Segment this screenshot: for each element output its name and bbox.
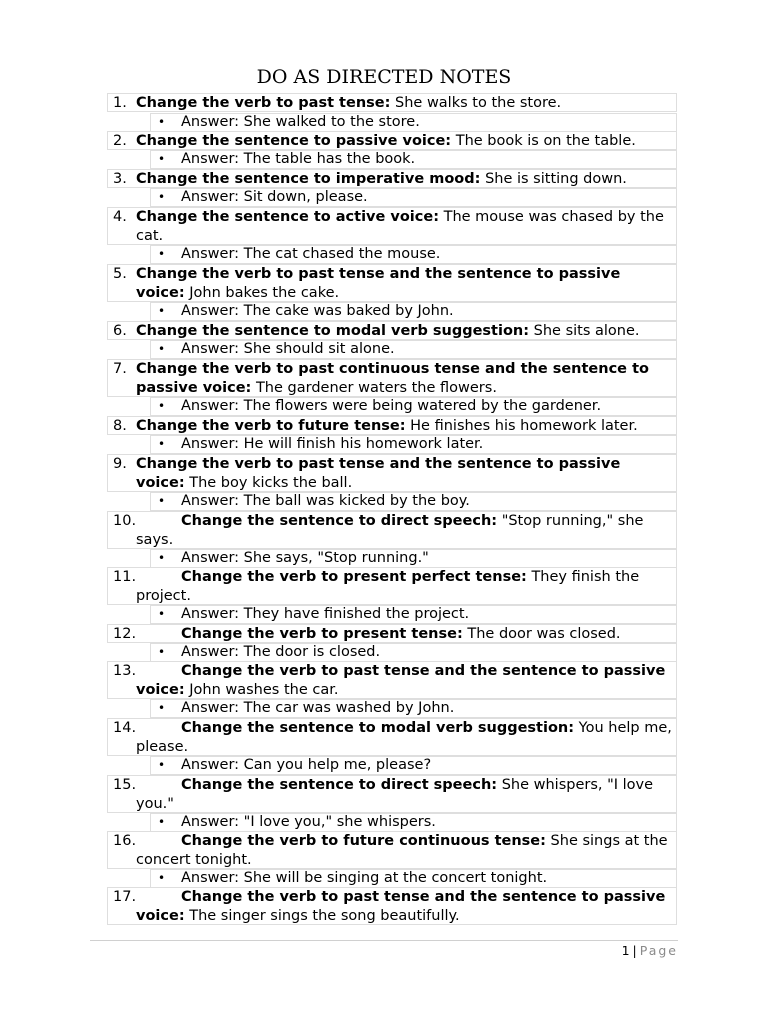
answer-prefix: Answer:	[181, 700, 240, 716]
answer-text: Can you help me, please?	[243, 757, 432, 773]
answer-line	[150, 869, 677, 888]
question-sentence: She is sitting down.	[485, 171, 627, 187]
question-number: 5.	[113, 266, 127, 282]
question-text	[108, 662, 676, 699]
question-text	[108, 455, 676, 492]
question-item	[107, 359, 677, 397]
question-instruction: Change the sentence to direct speech:	[181, 513, 498, 529]
bullet-icon: •	[158, 815, 166, 829]
question-sentence: The gardener waters the flowers.	[255, 379, 497, 396]
question-number: 11.	[113, 569, 137, 585]
question-text	[108, 170, 676, 189]
answer-line	[150, 813, 677, 832]
answer-text: He will finish his homework later.	[243, 436, 484, 452]
question-number: 9.	[113, 456, 127, 472]
bullet-icon: •	[158, 115, 166, 129]
question-number: 10.	[113, 513, 137, 529]
answer-line	[150, 302, 677, 321]
answer-line	[150, 549, 677, 568]
answer-text: She should sit alone.	[243, 341, 395, 357]
question-instruction: Change the sentence to modal verb suggestion:	[181, 720, 575, 736]
question-text	[108, 512, 676, 549]
question-instruction: Change the verb to past tense and the sentence to passive voice:	[136, 889, 666, 924]
answer-line	[150, 756, 677, 775]
answer-line	[150, 245, 677, 264]
bullet-icon: •	[158, 190, 166, 204]
answer-prefix: Answer:	[181, 189, 240, 205]
bullet-icon: •	[158, 551, 166, 565]
answer-text: The cat chased the mouse.	[243, 246, 441, 262]
question-item	[107, 207, 677, 245]
question-item	[107, 775, 677, 813]
question-number: 2.	[113, 133, 127, 149]
answer-prefix: Answer:	[181, 436, 240, 452]
bullet-icon: •	[158, 758, 166, 772]
question-sentence: They finish the project.	[136, 569, 640, 604]
question-sentence: John washes the car.	[189, 681, 339, 698]
bullet-icon: •	[158, 871, 166, 885]
answer-line	[150, 492, 677, 511]
question-number: 12.	[113, 626, 137, 642]
answer-line	[150, 435, 677, 454]
question-item	[107, 624, 677, 643]
question-instruction: Change the verb to future tense:	[136, 418, 406, 434]
question-item	[107, 93, 677, 112]
bullet-icon: •	[158, 304, 166, 318]
question-item	[107, 511, 677, 549]
answer-text: The cake was baked by John.	[243, 303, 454, 319]
answer-prefix: Answer:	[181, 246, 240, 262]
answer-text: Sit down, please.	[243, 189, 368, 205]
question-text	[108, 832, 676, 869]
page-title: DO AS DIRECTED NOTES	[256, 66, 512, 88]
question-sentence: He finishes his homework later.	[410, 418, 638, 434]
question-text	[108, 360, 676, 397]
question-item	[107, 718, 677, 756]
answer-line	[150, 340, 677, 359]
question-text	[108, 94, 676, 113]
question-text	[108, 568, 676, 605]
question-sentence: "Stop running," she says.	[136, 513, 644, 548]
question-instruction: Change the verb to present tense:	[181, 626, 463, 642]
question-item	[107, 264, 677, 302]
question-instruction: Change the verb to present perfect tense:	[181, 569, 527, 585]
question-item	[107, 567, 677, 605]
page-label: Page	[639, 943, 678, 958]
answer-prefix: Answer:	[181, 550, 240, 566]
question-item	[107, 661, 677, 699]
answer-text: The ball was kicked by the boy.	[243, 493, 470, 509]
answer-prefix: Answer:	[181, 644, 240, 660]
question-sentence: The singer sings the song beautifully.	[189, 907, 460, 924]
bullet-icon: •	[158, 247, 166, 261]
question-item	[107, 454, 677, 492]
bullet-icon: •	[158, 342, 166, 356]
answer-line	[150, 643, 677, 662]
answer-prefix: Answer:	[181, 757, 240, 773]
answer-prefix: Answer:	[181, 493, 240, 509]
answer-prefix: Answer:	[181, 151, 240, 167]
question-sentence: She whispers, "I love you."	[136, 777, 654, 812]
question-number: 6.	[113, 323, 127, 339]
question-item	[107, 131, 677, 150]
footer-separator: |	[632, 943, 637, 958]
bullet-icon: •	[158, 607, 166, 621]
question-text	[108, 322, 676, 341]
answer-line	[150, 699, 677, 718]
question-number: 13.	[113, 663, 137, 679]
answer-prefix: Answer:	[181, 114, 240, 130]
question-number: 14.	[113, 720, 137, 736]
answer-line	[150, 113, 677, 132]
question-sentence: The mouse was chased by the cat.	[136, 209, 664, 244]
bullet-icon: •	[158, 152, 166, 166]
question-item	[107, 831, 677, 869]
question-sentence: She sits alone.	[533, 323, 640, 339]
question-instruction: Change the verb to past tense and the sentence to passive voice:	[136, 266, 621, 301]
answer-prefix: Answer:	[181, 341, 240, 357]
answer-prefix: Answer:	[181, 870, 240, 886]
answer-line	[150, 188, 677, 207]
question-text	[108, 888, 676, 925]
bullet-icon: •	[158, 494, 166, 508]
answer-text: The door is closed.	[243, 644, 381, 660]
question-item	[107, 321, 677, 340]
answer-prefix: Answer:	[181, 606, 240, 622]
question-number: 3.	[113, 171, 127, 187]
question-sentence: The door was closed.	[467, 626, 621, 642]
answer-text: The car was washed by John.	[243, 700, 455, 716]
answer-text: "I love you," she whispers.	[243, 814, 436, 830]
question-sentence: She walks to the store.	[395, 95, 562, 111]
answer-text: She will be singing at the concert tonight.	[243, 870, 548, 886]
question-instruction: Change the sentence to modal verb suggestion:	[136, 323, 530, 339]
page-number: 1	[621, 943, 630, 958]
question-instruction: Change the verb to past tense and the sentence to passive voice:	[136, 663, 666, 698]
question-sentence: She sings at the concert tonight.	[136, 833, 668, 868]
question-number: 1.	[113, 95, 127, 111]
page-footer	[622, 943, 678, 958]
bullet-icon: •	[158, 437, 166, 451]
answer-text: She walked to the store.	[243, 114, 420, 130]
question-text	[108, 265, 676, 302]
question-instruction: Change the sentence to direct speech:	[181, 777, 498, 793]
question-text	[108, 417, 676, 436]
answer-text: The table has the book.	[243, 151, 416, 167]
question-sentence: The book is on the table.	[455, 133, 636, 149]
question-item	[107, 169, 677, 188]
answer-text: She says, "Stop running."	[243, 550, 429, 566]
question-text	[108, 132, 676, 151]
question-number: 4.	[113, 209, 127, 225]
answer-line	[150, 150, 677, 169]
question-number: 7.	[113, 361, 127, 377]
question-instruction: Change the verb to past continuous tense and the sentence to passive voice:	[136, 361, 649, 396]
question-instruction: Change the verb to future continuous tense:	[181, 833, 546, 849]
question-text	[108, 719, 676, 756]
question-number: 17.	[113, 889, 137, 905]
answer-line	[150, 397, 677, 416]
bullet-icon: •	[158, 701, 166, 715]
question-instruction: Change the sentence to imperative mood:	[136, 171, 481, 187]
bullet-icon: •	[158, 645, 166, 659]
answer-prefix: Answer:	[181, 814, 240, 830]
question-text	[108, 625, 676, 644]
answer-text: The flowers were being watered by the gardener.	[243, 398, 602, 414]
answer-prefix: Answer:	[181, 303, 240, 319]
question-text	[108, 776, 676, 813]
question-instruction: Change the verb to past tense and the sentence to passive voice:	[136, 456, 621, 491]
question-instruction: Change the sentence to active voice:	[136, 209, 439, 225]
question-instruction: Change the verb to past tense:	[136, 95, 391, 111]
bullet-icon: •	[158, 399, 166, 413]
question-item	[107, 887, 677, 925]
answer-text: They have finished the project.	[243, 606, 470, 622]
footer-divider	[90, 940, 678, 941]
question-instruction: Change the sentence to passive voice:	[136, 133, 452, 149]
question-text	[108, 208, 676, 245]
answer-prefix: Answer:	[181, 398, 240, 414]
question-number: 16.	[113, 833, 137, 849]
question-number: 15.	[113, 777, 137, 793]
question-sentence: John bakes the cake.	[189, 284, 340, 301]
question-sentence: The boy kicks the ball.	[189, 474, 353, 491]
answer-line	[150, 605, 677, 624]
question-item	[107, 416, 677, 435]
question-sentence: You help me, please.	[136, 720, 672, 755]
question-number: 8.	[113, 418, 127, 434]
